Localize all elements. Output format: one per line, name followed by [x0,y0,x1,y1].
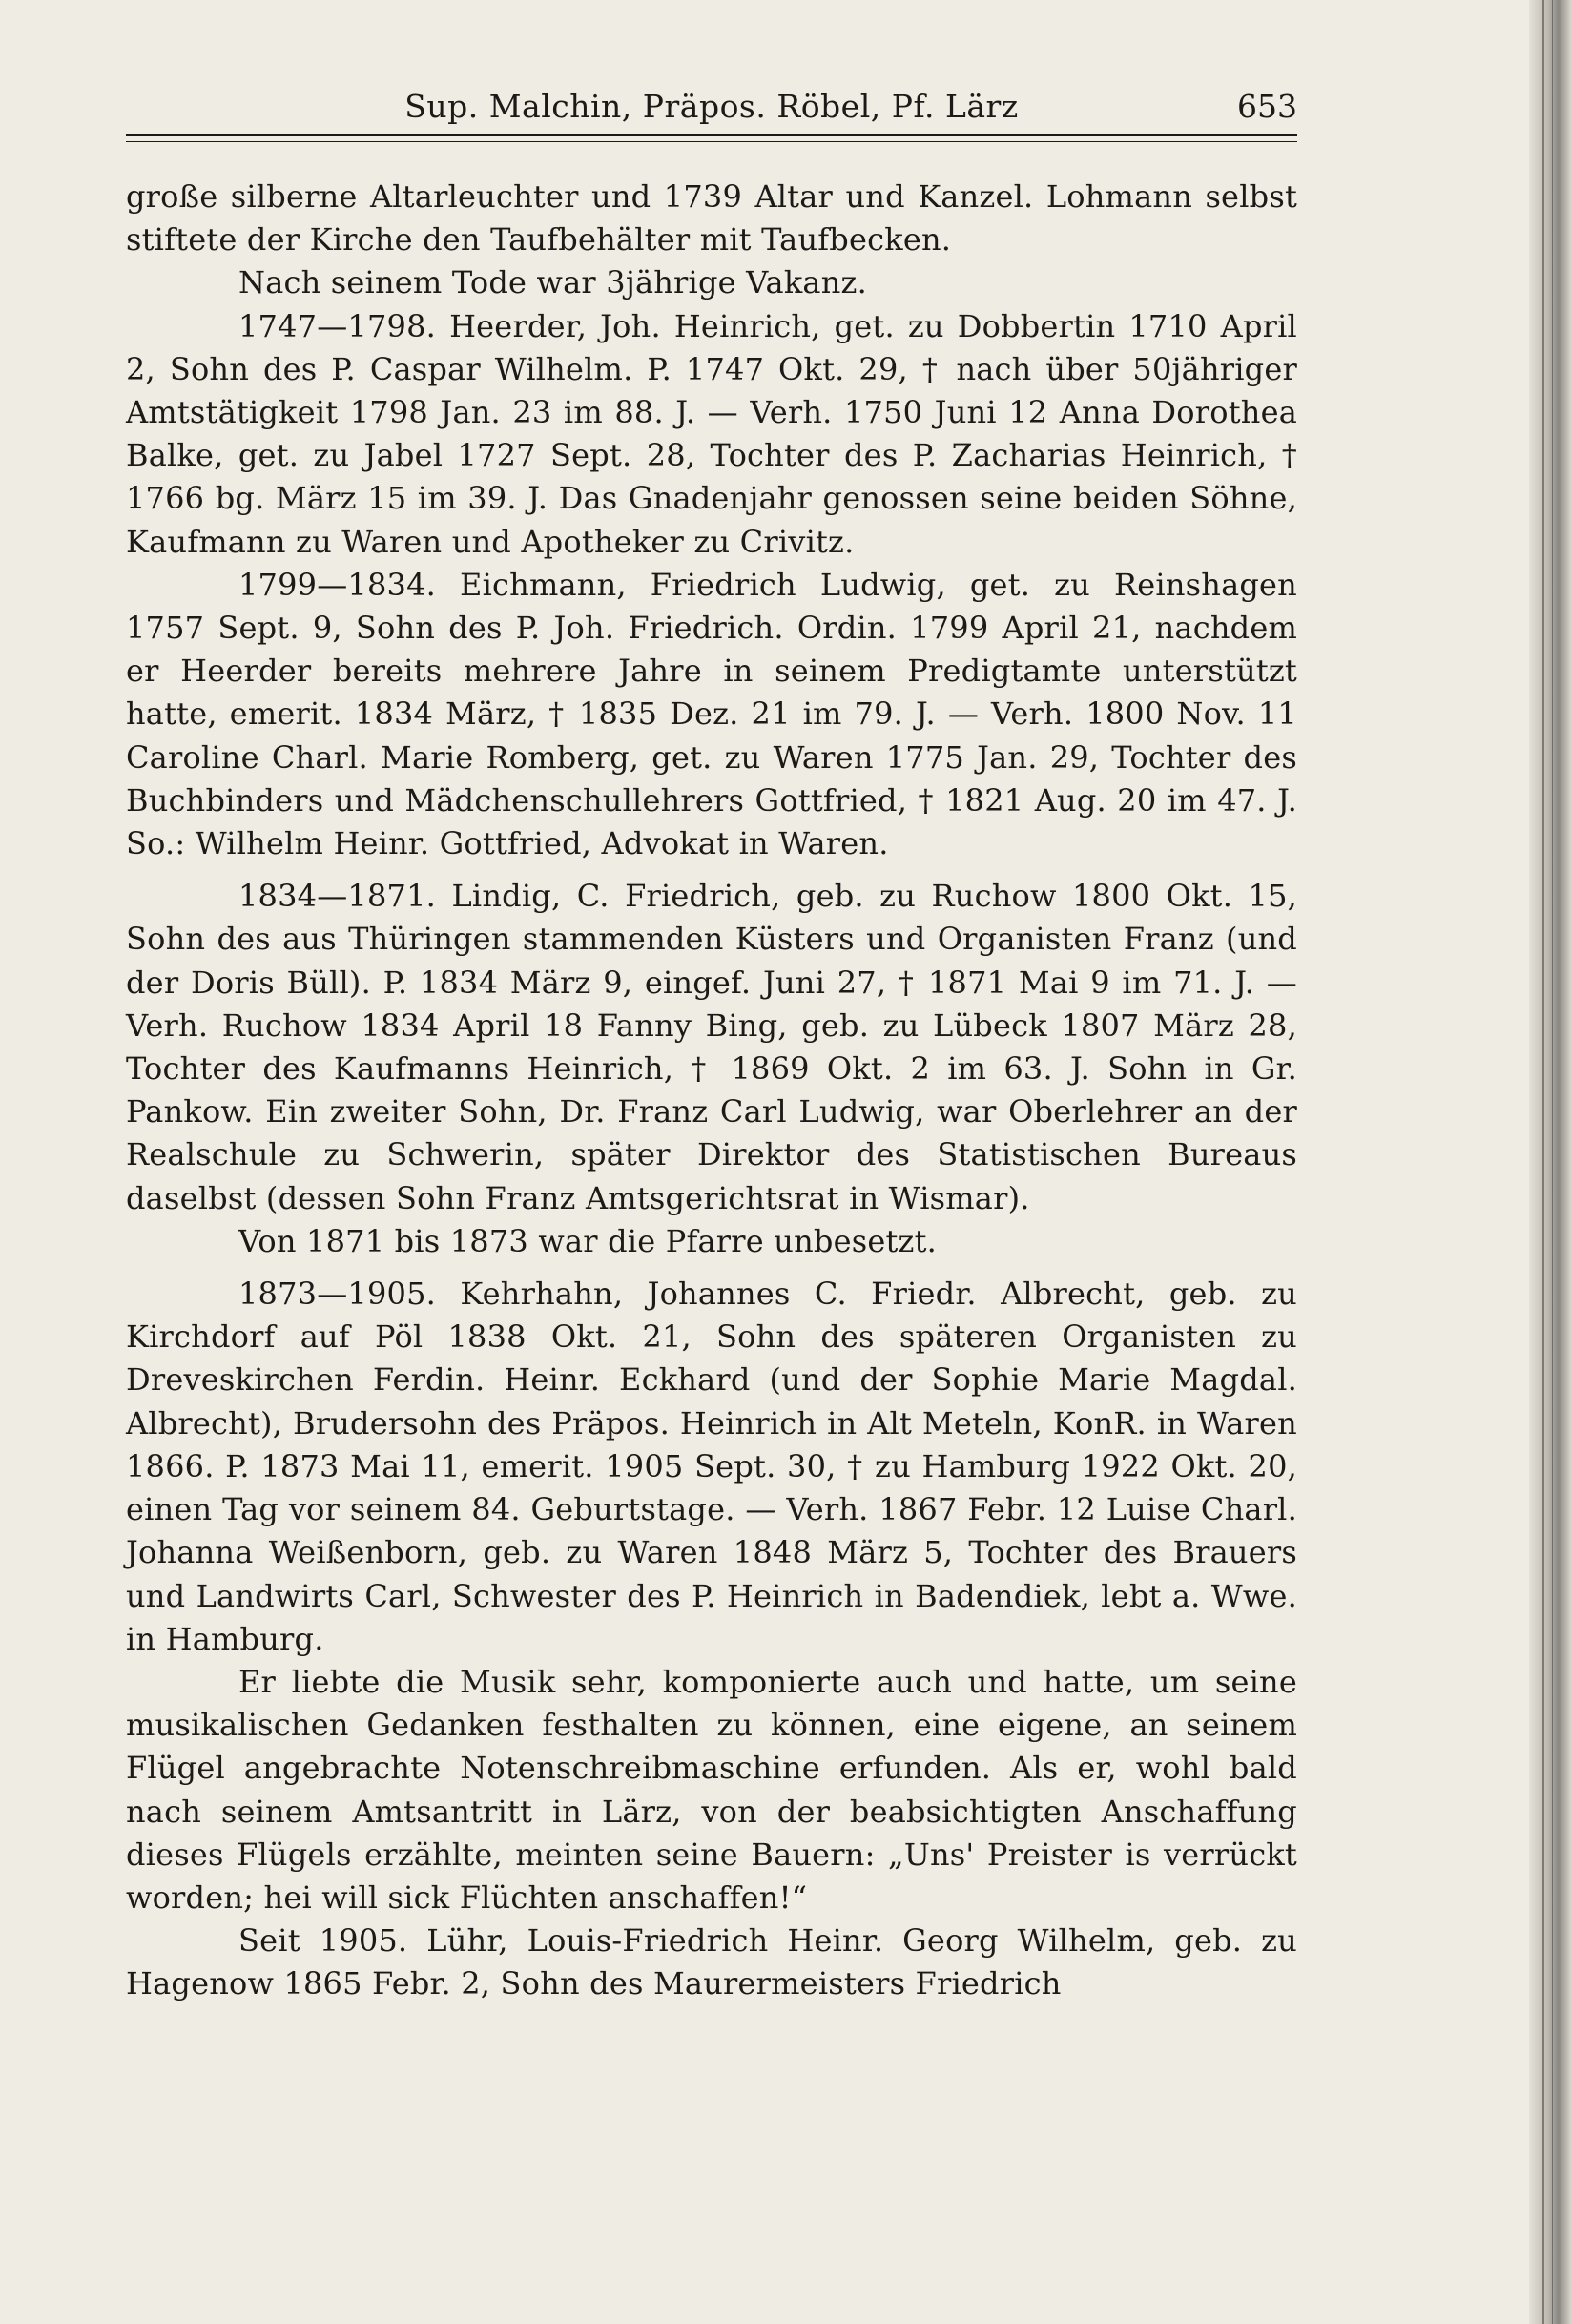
page-number: 653 [1237,88,1297,125]
running-title: Sup. Malchin, Präpos. Röbel, Pf. Lärz [404,88,1019,125]
paragraph-kehrhahn: 1873—1905. Kehrhahn, Johannes C. Friedr. Albrecht, geb. zu Kirchdorf auf Pöl 1838 Okt. 21, Sohn des späteren Organisten zu Dreveskirchen Ferdin. Heinr. Eckhard (und der Sophie Marie Magdal. Albrecht), Brudersohn des Präpos. Heinrich in Alt Meteln, KonR. in Waren 1866. P. 1873 Mai 11, emerit. 1905 Sept. 30, † zu Hamburg 1922 Okt. 20, einen Tag vor seinem 84. Geburtstage. — Verh. 1867 Febr. 12 Luise Charl. Johanna Weißenborn, geb. zu Waren 1848 März 5, Tochter des Brauers und Landwirts Carl, Schwester des P. Heinrich in Badendiek, lebt a. Wwe. in Hamburg. [126,1276,1297,1657]
paragraph-heerder: 1747—1798. Heerder, Joh. Heinrich, get. zu Dobbertin 1710 April 2, Sohn des P. Caspar Wilhelm. P. 1747 Okt. 29, † nach über 50jähriger Amtstätigkeit 1798 Jan. 23 im 88. J. — Verh. 1750 Juni 12 Anna Dorothea Balke, get. zu Jabel 1727 Sept. 28, Tochter des P. Zacharias Heinrich, † 1766 bg. März 15 im 39. J. Das Gnadenjahr genossen seine beiden Söhne, Kaufmann zu Waren und Apotheker zu Crivitz. [126,307,1297,560]
page-binding-shadow [1529,0,1571,2324]
text-body [126,176,1297,2006]
paragraph-luehr: Seit 1905. Lühr, Louis-Friedrich Heinr. Georg Wilhelm, geb. zu Hagenow 1865 Febr. 2, Sohn des Maurermeisters Friedrich [126,1922,1297,2002]
running-header [126,84,1297,132]
paragraph-lindig: 1834—1871. Lindig, C. Friedrich, geb. zu Ruchow 1800 Okt. 15, Sohn des aus Thüringen stammenden Küsters und Organisten Franz (und der Doris Büll). P. 1834 März 9, eingef. Juni 27, † 1871 Mai 9 im 71. J. — Verh. Ruchow 1834 April 18 Fanny Bing, geb. zu Lübeck 1807 März 28, Tochter des Kaufmanns Heinrich, † 1869 Okt. 2 im 63. J. Sohn in Gr. Pankow. Ein zweiter Sohn, Dr. Franz Carl Ludwig, war Oberlehrer an der Realschule zu Schwerin, später Direktor des Statistischen Bureaus daselbst (dessen Sohn Franz Amtsgerichtsrat in Wismar). [126,878,1297,1216]
header-rule-thin [126,141,1297,142]
paragraph-vakanz: Nach seinem Tode war 3jährige Vakanz. [238,264,867,301]
paragraph-lohmann-end: große silberne Altarleuchter und 1739 Altar und Kanzel. Lohmann selbst stiftete der Kirche den Taufbehälter mit Taufbecken. [126,178,1297,259]
paragraph-kehrhahn-music: Er liebte die Musik sehr, komponierte auch und hatte, um seine musikalischen Gedanken festhalten zu können, eine eigene, an seinem Flügel angebrachte Notenschreibmaschine erfunden. Als er, wohl bald nach seinem Amtsantritt in Lärz, von der beabsichtigten Anschaffung dieses Flügels erzählte, meinten seine Bauern: „Uns' Preister is verrückt worden; hei will sick Flüchten anschaffen!“ [126,1663,1297,1916]
header-rule [126,134,1297,136]
paragraph-vacancy-1871: Von 1871 bis 1873 war die Pfarre unbesetzt. [238,1222,938,1259]
paragraph-eichmann: 1799—1834. Eichmann, Friedrich Ludwig, get. zu Reinshagen 1757 Sept. 9, Sohn des P. Joh. Friedrich. Ordin. 1799 April 21, nachdem er Heerder bereits mehrere Jahre in seinem Predigtamte unterstützt hatte, emerit. 1834 März, † 1835 Dez. 21 im 79. J. — Verh. 1800 Nov. 11 Caroline Charl. Marie Romberg, get. zu Waren 1775 Jan. 29, Tochter des Buchbinders und Mädchenschullehrers Gottfried, † 1821 Aug. 20 im 47. J. So.: Wilhelm Heinr. Gottfried, Advokat in Waren. [126,566,1297,862]
